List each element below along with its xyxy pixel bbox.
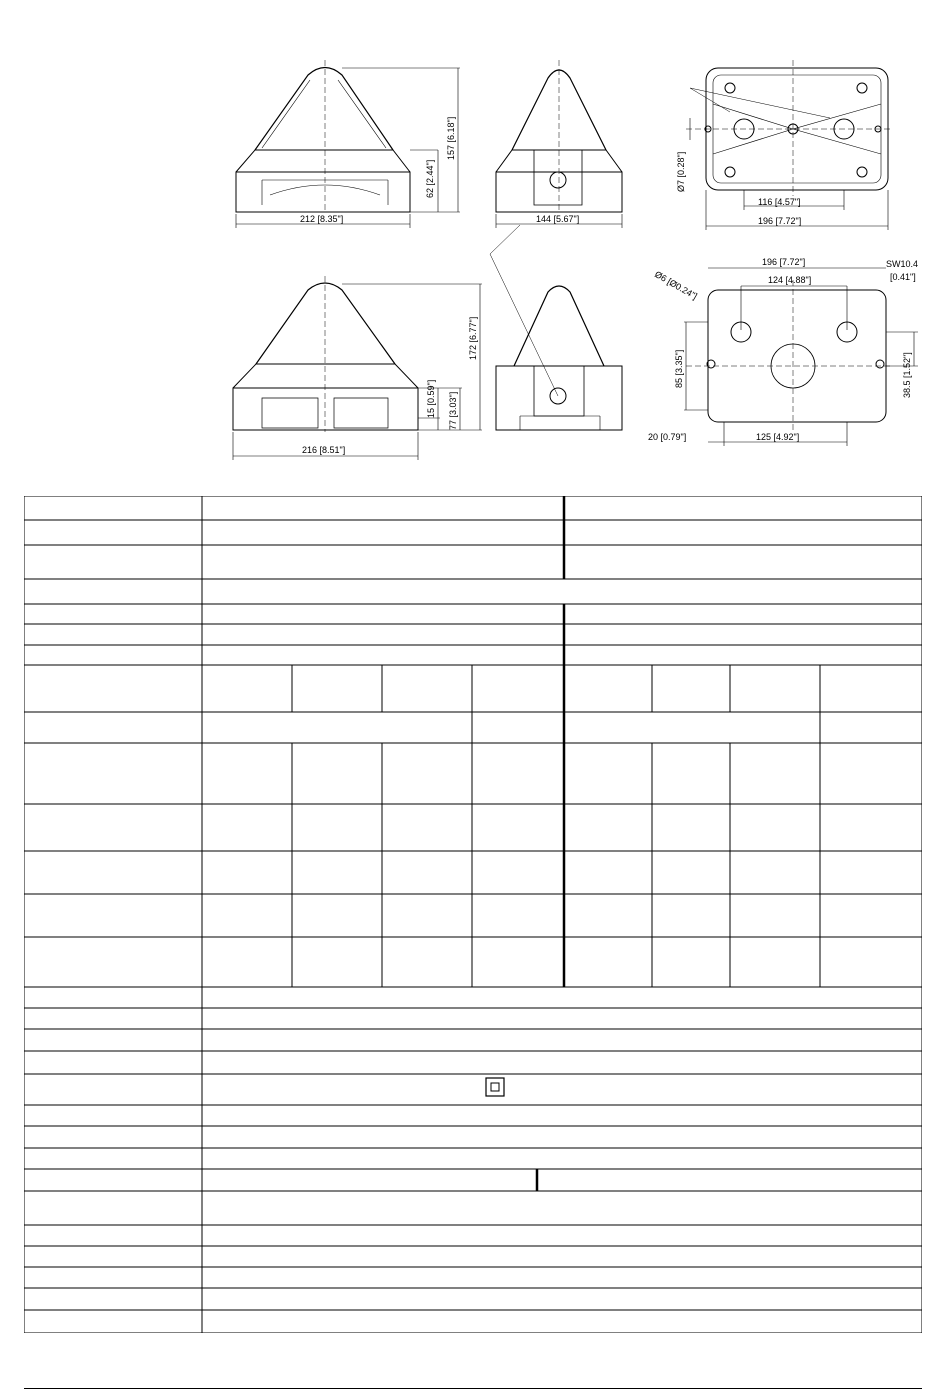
dim-width-212: 212 [8.35"] <box>300 214 344 224</box>
table-grid <box>24 496 922 1333</box>
footer-rule <box>24 1388 922 1389</box>
dim-offset-38: 38.5 [1.52"] <box>902 352 912 398</box>
dim-base-62: 62 [2.44"] <box>425 159 435 198</box>
dim-width-216: 216 [8.51"] <box>302 445 346 455</box>
dim-spacing-116: 116 [4.57"] <box>758 197 801 207</box>
dim-spacing-124: 124 [4.88"] <box>768 275 812 285</box>
dim-height-157: 157 [6.18"] <box>446 116 456 160</box>
dim-height-172: 172 [6.77"] <box>468 316 478 360</box>
front-view-upper <box>236 60 460 228</box>
dimension-drawings <box>0 0 950 470</box>
front-view-lower <box>233 276 482 460</box>
side-view-lower <box>490 225 622 430</box>
dim-base-77: 77 [3.03"] <box>448 391 458 430</box>
double-insulation-icon-inner <box>491 1083 499 1091</box>
dim-hole-6: Ø6 [Ø0.24"] <box>653 269 699 302</box>
side-view-upper <box>496 60 622 228</box>
dim-width-196-upper: 196 [7.72"] <box>758 216 802 226</box>
dim-wrench-inch: [0.41"] <box>890 272 916 282</box>
dim-width-196-lower: 196 [7.72"] <box>762 257 806 267</box>
dim-width-144: 144 [5.67"] <box>536 214 580 224</box>
specification-table <box>24 496 922 1333</box>
dim-offset-20: 20 [0.79"] <box>648 432 687 442</box>
dim-foot-15: 15 [0.59"] <box>426 379 436 418</box>
dim-spacing-125: 125 [4.92"] <box>756 432 800 442</box>
dim-height-85: 85 [3.35"] <box>674 349 684 388</box>
plan-view-lower <box>684 268 918 446</box>
dim-wrench: SW10.4 <box>886 259 919 269</box>
double-insulation-icon <box>486 1078 504 1096</box>
dim-hole-7: Ø7 [0.28"] <box>676 151 686 192</box>
